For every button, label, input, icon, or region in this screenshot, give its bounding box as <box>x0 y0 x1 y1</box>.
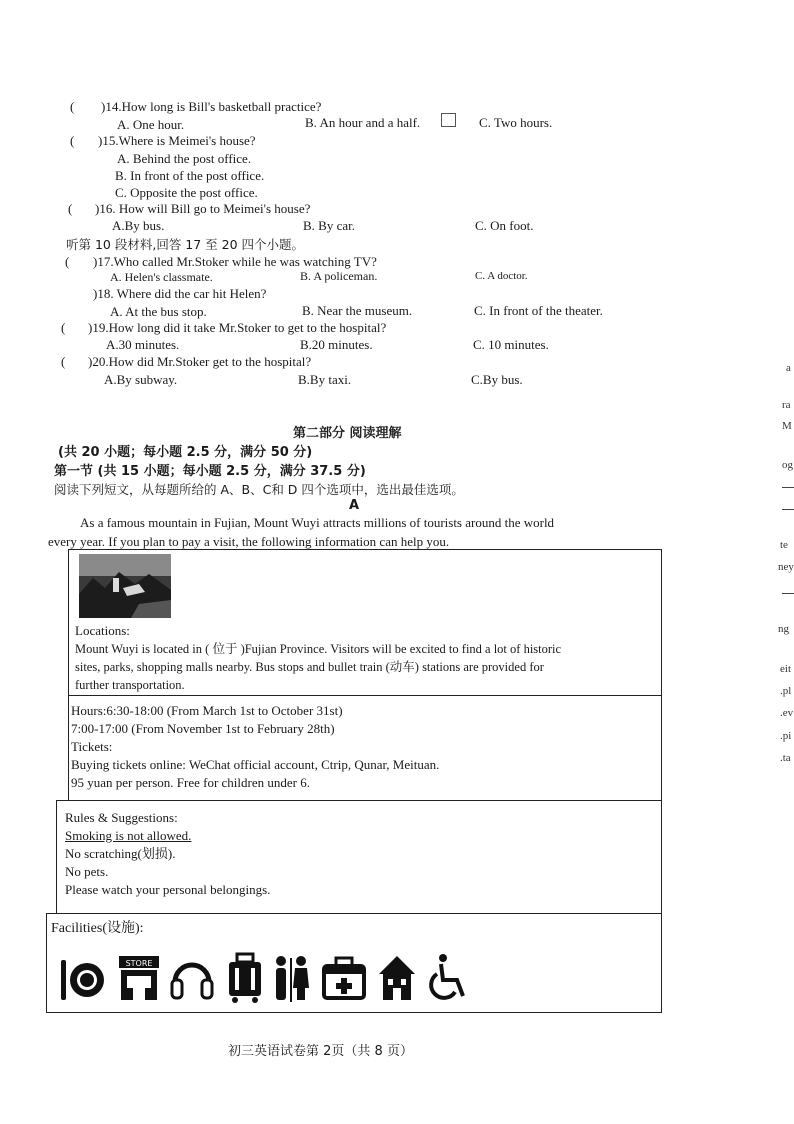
edge-fragment: .ta <box>780 752 791 764</box>
locations-box <box>68 549 662 696</box>
edge-fragment: ra <box>782 399 791 411</box>
hours-line: 7:00-17:00 (From November 1st to February 28th) <box>71 721 335 736</box>
rule-item: No scratching(划损). <box>65 846 176 861</box>
option-c: C.By bus. <box>471 372 523 387</box>
edge-fragment: te <box>780 539 788 551</box>
luggage-icon <box>223 952 267 1004</box>
facilities-box <box>46 913 662 1013</box>
tickets-line: Buying tickets online: WeChat official account, Ctrip, Qunar, Meituan. <box>71 757 440 772</box>
option-a: A.30 minutes. <box>106 337 180 352</box>
option-b: B.By taxi. <box>298 372 352 387</box>
edge-fragment: a <box>786 362 791 374</box>
question-stem: )15.Where is Meimei's house? <box>98 133 256 148</box>
option-c: C. In front of the theater. <box>474 303 603 318</box>
locations-text: sites, parks, shopping malls nearby. Bus stops and bullet train (动车) stations are provided for <box>75 660 544 674</box>
edge-rule <box>782 593 794 594</box>
edge-rule <box>782 509 794 510</box>
store-sign: STORE <box>125 959 153 968</box>
tickets-label: Tickets: <box>71 739 113 754</box>
option-c: C. 10 minutes. <box>473 337 549 352</box>
option-a: A. At the bus stop. <box>110 304 207 319</box>
question-stem: )14.How long is Bill's basketball practice? <box>101 99 322 114</box>
question-stem: )20.How did Mr.Stoker get to the hospital? <box>88 354 312 369</box>
part-score: (共 20 小题；每小题 2.5 分，满分 50 分) <box>58 445 313 460</box>
scan-artifact-icon <box>441 113 456 127</box>
question-stem: )17.Who called Mr.Stoker while he was watching TV? <box>93 254 377 269</box>
option-b: B. An hour and a half. <box>305 115 421 130</box>
rules-box <box>56 800 662 914</box>
section-title: 第一节 (共 15 小题；每小题 2.5 分，满分 37.5 分) <box>54 464 366 479</box>
option-b: B. Near the museum. <box>302 303 413 318</box>
edge-fragment: .pi <box>780 730 792 742</box>
question-stem: )19.How long did it take Mr.Stoker to get to the hospital? <box>88 320 387 335</box>
hours-tickets-box <box>68 695 662 801</box>
intro-line: As a famous mountain in Fujian, Mount Wuyi attracts millions of tourists around the world <box>80 515 555 530</box>
wheelchair-icon <box>425 952 469 1004</box>
intro-line: every year. If you plan to pay a visit, the following information can help you. <box>48 534 450 549</box>
store-icon <box>117 952 161 1004</box>
restaurant-icon <box>59 952 105 1004</box>
option-c: C. Two hours. <box>479 115 553 130</box>
option-a: A.By bus. <box>112 218 165 233</box>
rule-item: Please watch your personal belongings. <box>65 882 271 897</box>
facilities-label: Facilities(设施): <box>51 921 144 936</box>
option-b: B. In front of the post office. <box>115 168 265 183</box>
tickets-line: 95 yuan per person. Free for children under 6. <box>71 775 310 790</box>
mountain-photo <box>79 554 171 618</box>
option-c: C. A doctor. <box>475 270 528 282</box>
option-c: C. Opposite the post office. <box>115 185 258 200</box>
reading-instruction: 阅读下列短文，从每题所给的 A、B、C和 D 四个选项中，选出最佳选项。 <box>54 482 464 497</box>
edge-fragment: .pl <box>780 685 792 697</box>
option-c: C. On foot. <box>475 218 534 233</box>
answer-bracket: ( <box>61 320 66 335</box>
headphones-icon <box>169 952 215 1004</box>
restroom-icon <box>271 952 311 1004</box>
part-title: 第二部分 阅读理解 <box>293 426 402 441</box>
option-b: B. A policeman. <box>300 269 378 283</box>
first-aid-icon <box>321 952 367 1004</box>
edge-fragment: og <box>782 459 793 471</box>
hours-line: Hours:6:30-18:00 (From March 1st to October 31st) <box>71 703 343 718</box>
question-stem: )16. How will Bill go to Meimei's house? <box>95 201 311 216</box>
answer-bracket: ( <box>65 254 70 269</box>
edge-fragment: M <box>782 420 792 432</box>
answer-bracket: ( <box>70 99 75 114</box>
option-b: B.20 minutes. <box>300 337 373 352</box>
option-b: B. By car. <box>303 218 355 233</box>
question-stem: )18. Where did the car hit Helen? <box>93 286 267 301</box>
answer-bracket: ( <box>68 201 73 216</box>
page-footer: 初三英语试卷第 2页（共 8 页） <box>228 1044 413 1059</box>
building-icon <box>377 952 417 1004</box>
locations-label: Locations: <box>75 623 130 638</box>
option-a: A. One hour. <box>117 117 185 132</box>
section-instruction: 听第 10 段材料,回答 17 至 20 四个小题。 <box>66 237 305 252</box>
answer-bracket: ( <box>70 133 75 148</box>
edge-fragment: ney <box>778 561 794 573</box>
facility-icons-row <box>59 952 479 1004</box>
locations-text: further transportation. <box>75 678 185 692</box>
rule-item: No pets. <box>65 864 109 879</box>
answer-bracket: ( <box>61 354 66 369</box>
option-a: A.By subway. <box>104 372 178 387</box>
edge-rule <box>782 487 794 488</box>
option-a: A. Behind the post office. <box>117 151 252 166</box>
edge-fragment: .ev <box>780 707 794 719</box>
option-a: A. Helen's classmate. <box>110 270 213 284</box>
edge-fragment: eit <box>780 663 791 675</box>
locations-text: Mount Wuyi is located in ( 位于 )Fujian Province. Visitors will be excited to find a lot of historic <box>75 642 562 656</box>
edge-fragment: ng <box>778 623 789 635</box>
rule-item: Smoking is not allowed. <box>65 828 192 843</box>
rules-label: Rules & Suggestions: <box>65 810 178 825</box>
passage-label: A <box>349 498 360 513</box>
